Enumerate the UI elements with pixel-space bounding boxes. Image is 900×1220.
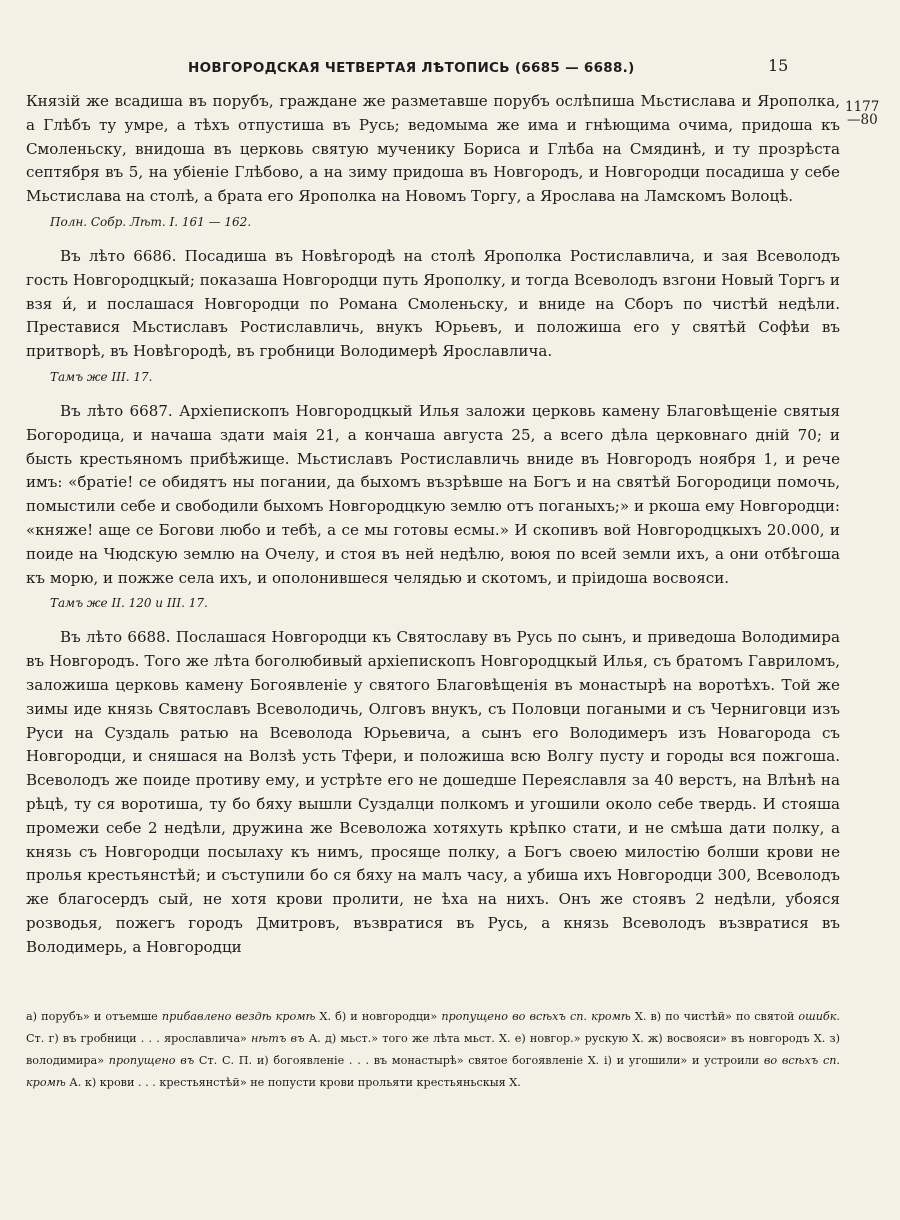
- footnote-part: во всѣхъ сп. кромѣ: [26, 1054, 840, 1089]
- footnote-part: прибавлено вездѣ кромѣ: [161, 1010, 316, 1023]
- footnote-part: ошибк.: [798, 1010, 840, 1023]
- margin-year-end: —80: [847, 112, 878, 128]
- entry-1177-source: Полн. Собр. Лѣт. I. 161 — 162.: [50, 214, 252, 229]
- footnote-part: А. д) мьст.» того же лѣта мьст. Х. е) новгор.» рускую Х. ж) восвояси» въ новгородъ Х. з) володимира»: [26, 1032, 840, 1067]
- footnote-part: нѣтъ въ: [251, 1032, 305, 1045]
- footnote-part: пропущено въ: [108, 1054, 195, 1067]
- entry-6688-text: Въ лѣто 6688. Послашася Новгородци къ Святославу въ Русь по сынъ, и приведоша Володимира въ Новгородъ. Того же лѣта боголюбивый архіепископъ Новгородцкый Илья, съ братомъ Гавриломъ, заложиша церковь камену Богоявленіе у святого Благовѣщенія въ монастырѣ на воротѣхъ. Той же зимы иде князь Святославъ Всеволодичь, Олговъ внукъ, съ Половци погаными и съ Черниговци изъ Руси на Суздаль ратью на Всеволода Юрьевича, а сынъ его Володимеръ изъ Новагорода съ Новгородци, и сняшася на Волзѣ усть Тфери, и положиша всю Волгу пусту и городы вся пожгоша. Всеволодъ же поиде противу ему, и устрѣте его не дошедше Переяславля за 40 верстъ, на Влѣнѣ на рѣцѣ, ту ся воротиша, ту бо бяху вышли Суздалци полкомъ и угошили около себе твердь. И стояша промежи себе 2 недѣли, дружина же Всеволожа хотяхуть крѣпко стати, и не смѣша дати полку, а князь съ Новгородци посылаху къ нимъ, просяще полку, а Богъ своею милостію болши крови не пролья крестьянстѣй; и съступили бо ся бяху на малъ часу, а убиша ихъ Новгородци 300, Всеволодъ же благосердъ сый, не хотя крови пролити, не ѣха на нихъ. Онъ же стоявъ 2 недѣли, убояся розводья, пожегъ городъ Дмитровъ, възвратися въ Русь, а князь Всеволодъ възвратися въ Володимерь, а Новгородци: [26, 628, 840, 956]
- entry-6687-text: Въ лѣто 6687. Архіепископъ Новгородцкый Илья заложи церковь камену Благовѣщеніе святыя Богородица, и начаша здати маія 21, а кончаша августа 25, а всего дѣла церковнаго дній 70; и бысть крестьяномъ прибѣжище. Мьстиславъ Ростиславличь вниде въ Новгородъ ноября 1, и рече имъ: «братіе! се обидятъ ны погании, да быхомъ възрѣвше на Богъ и на святѣй Богородици помочь, помыстили себе и свободили быхомъ Новгородцкую землю отъ поганыхъ;» и ркоша ему Новгородци: «княже! аще се Богови любо и тебѣ, а се мы готовы есмы.» И скопивъ вой Новгородцкыхъ 20.000, и поиде на Чюдскую землю на Очелу, и стоя въ ней недѣлю, воюя по всей земли ихъ, а они отбѣгоша къ морю, и пожже села ихъ, и ополонившеся челядью и скотомъ, и пріидоша восвояси.: [26, 401, 840, 587]
- entry-6686-text: Въ лѣто 6686. Посадиша въ Новѣгородѣ на столѣ Ярополка Ростиславлича, и зая Всеволодъ гость Новгородцкый; показаша Новгородци путь Ярополку, и тогда Всеволодъ взгони Новый Торгъ и взя и́, и послашася Новгородци по Романа Смоленьску, и вниде на Сборъ по чистѣй недѣли. Преставися Мьстиславъ Ростиславличь, внукъ Юрьевъ, и положиша его у святѣй Софѣи въ притворѣ, въ Новѣгородѣ, въ гробници Володимерѣ Ярославлича.: [26, 246, 840, 361]
- footnote-part: Ст. С. П. и) богоявленіе . . . въ монастырѣ» святое богоявленіе Х. і) и угошили» и устроили: [194, 1054, 764, 1067]
- footnote-part: Х. в) по чистѣй» по святой: [630, 1010, 799, 1023]
- page-header: [0, 56, 900, 82]
- footnote-part: Х. б) и новгородци»: [315, 1010, 442, 1023]
- entry-6686-source: Тамъ же III. 17.: [50, 369, 153, 384]
- footnote-part: а) порубъ» и отъемше: [26, 1010, 162, 1023]
- margin-year-start: 1177: [845, 99, 880, 115]
- footnotes: [26, 1006, 840, 1094]
- entry-6687-source: Тамъ же II. 120 и III. 17.: [50, 596, 208, 611]
- running-title: НОВГОРОДСКАЯ ЧЕТВЕРТАЯ ЛѢТОПИСЬ (6685 — 6688.): [188, 60, 635, 76]
- entry-1177-text: Князій же всадиша въ порубъ, граждане же разметавше порубъ ослѣпиша Мьстислава и Ярополка, а Глѣбъ ту умре, а тѣхъ отпустиша въ Русь; ведомыма же има и гнѣющима очима, придоша къ Смоленьску, внидоша въ церковь святую мученику Бориса и Глѣба на Смядинѣ, и ту прозрѣста септября въ 5, на убіеніе Глѣбово, а на зиму придоша въ Новгородъ, и Новгородци посадиша у себе Мьстислава на столѣ, а брата его Ярополка на Новомъ Торгу, а Ярослава на Ламскомъ Волоцѣ.: [26, 92, 840, 206]
- footnote-part: пропущено во всѣхъ сп. кромѣ: [441, 1010, 631, 1023]
- chronicle-text: [26, 90, 840, 960]
- footnote-part: А. к) крови . . . крестьянстѣй» не попусти крови прольяти крестьяньскыя Х.: [65, 1076, 521, 1089]
- page-number: 15: [768, 56, 789, 75]
- footnote-part: Ст. г) въ гробници . . . ярославлича»: [26, 1032, 252, 1045]
